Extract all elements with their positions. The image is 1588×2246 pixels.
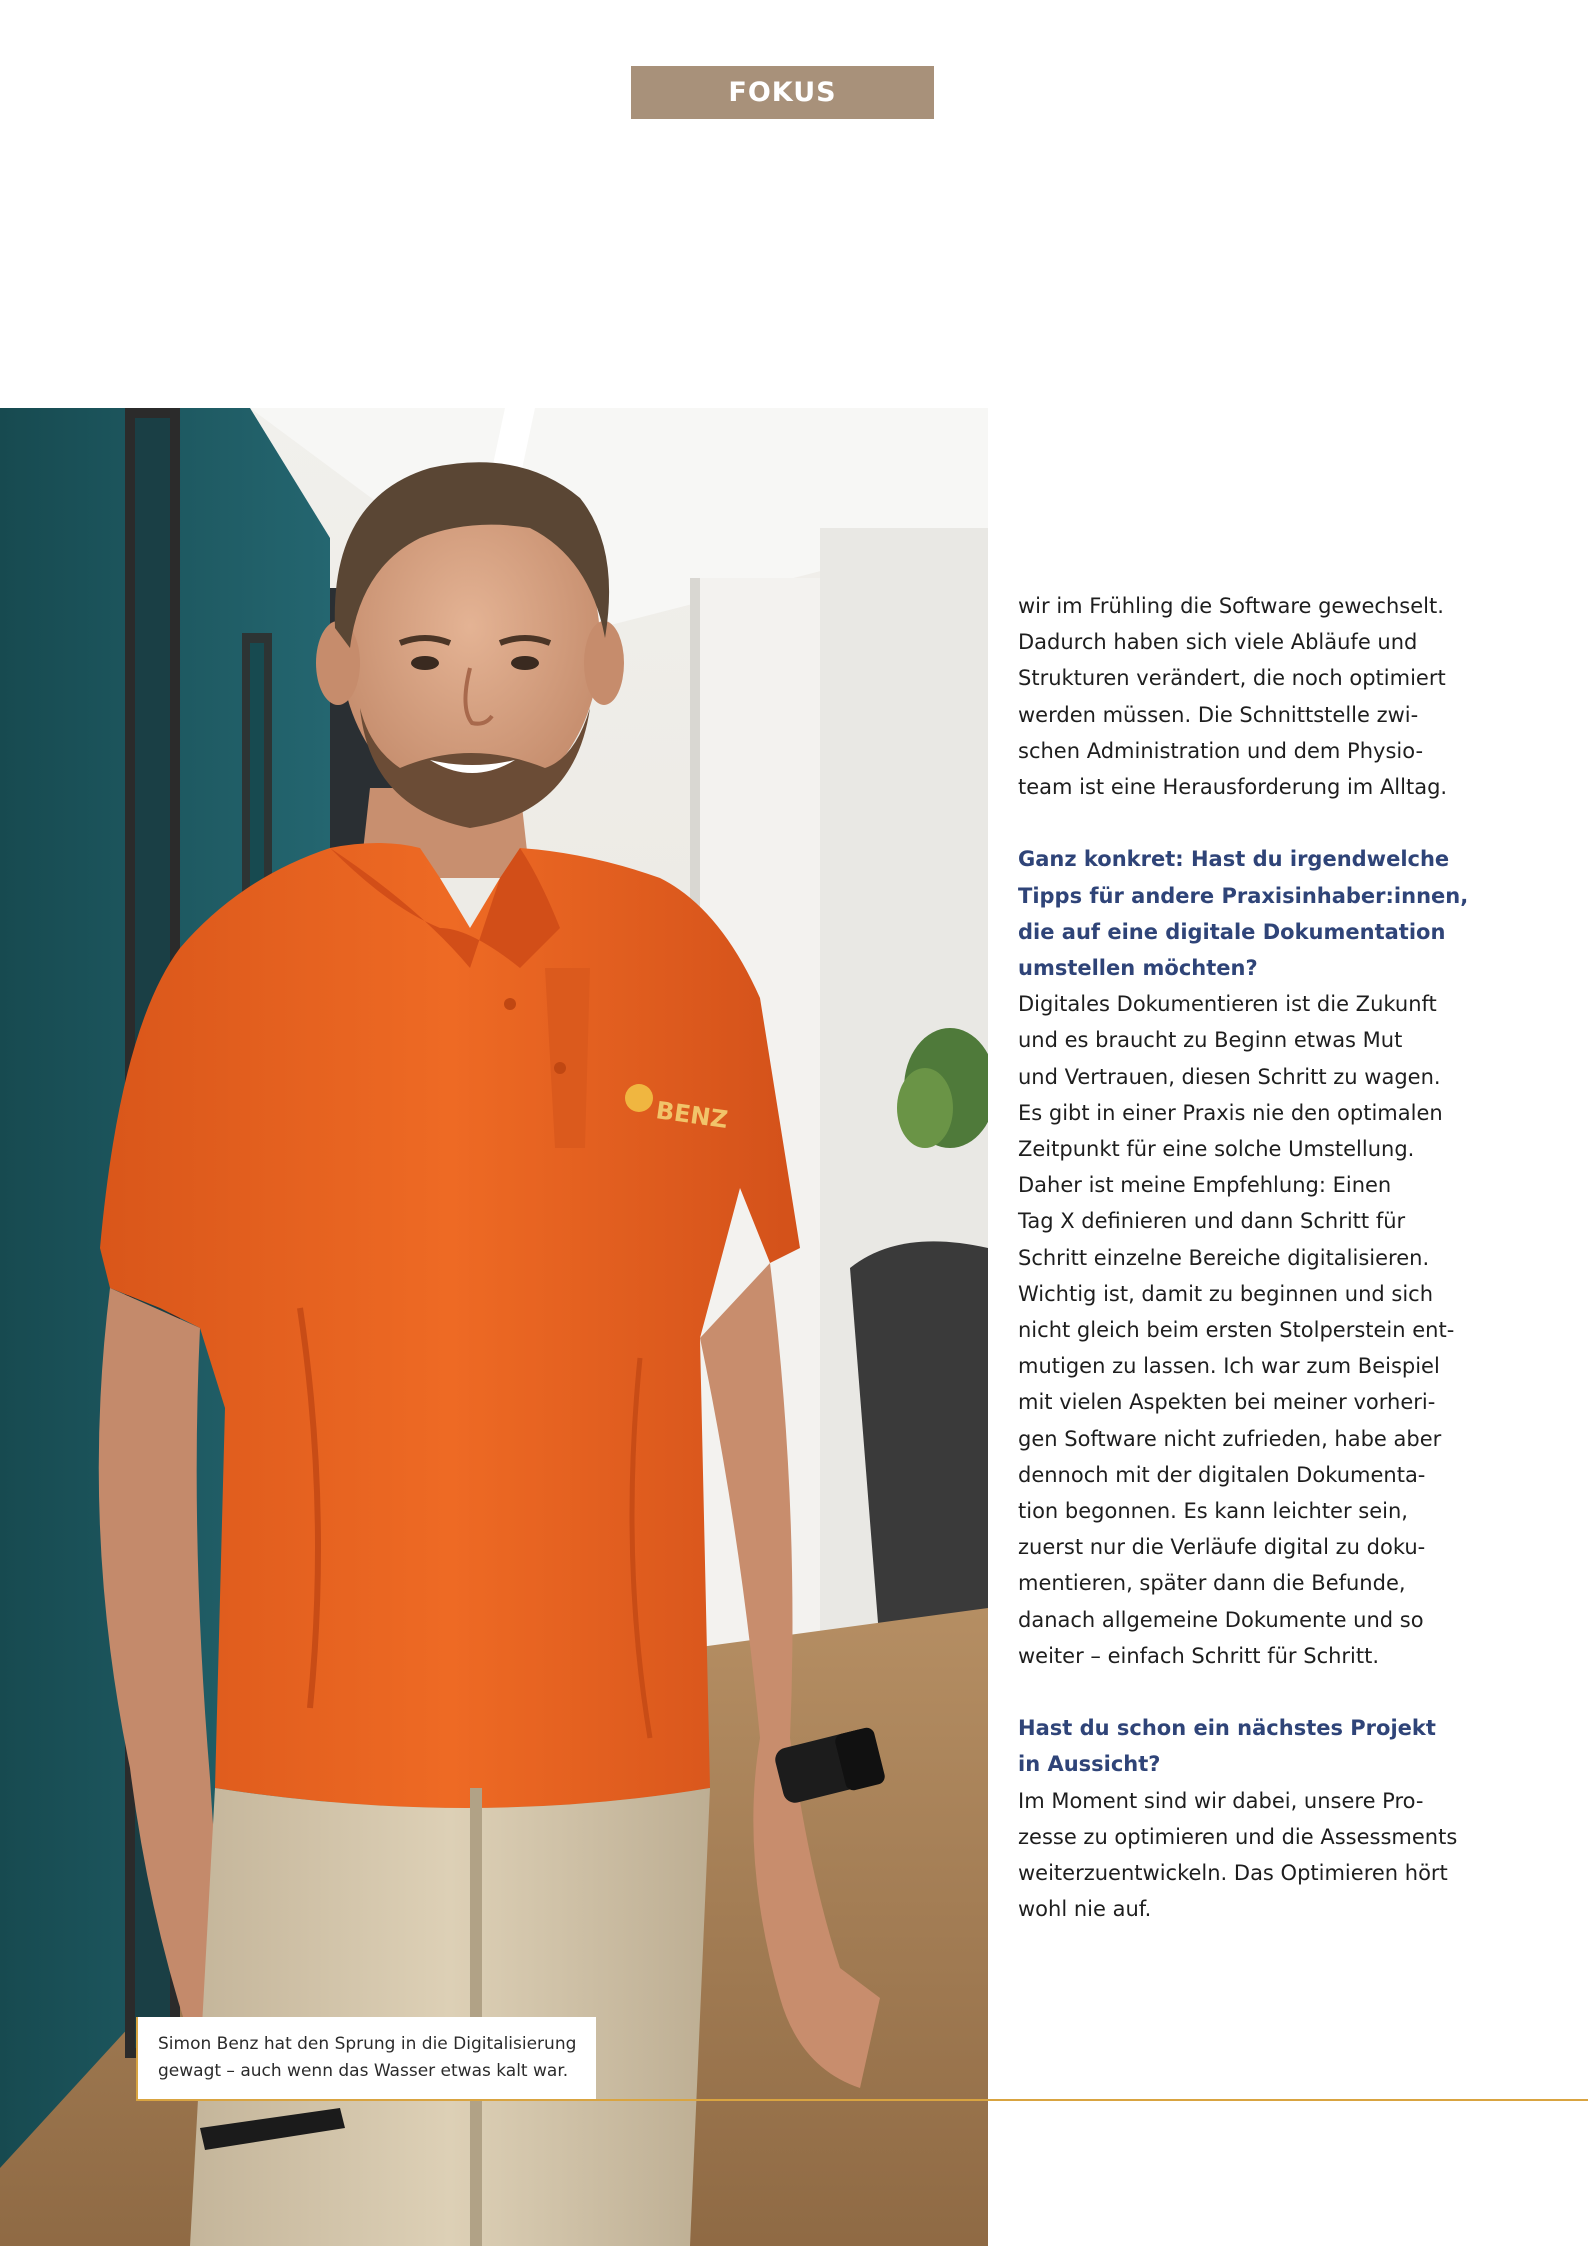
text-line: wir im Frühling die Software gewechselt. xyxy=(1018,594,1444,618)
question-line: die auf eine digitale Dokumentation xyxy=(1018,919,1446,944)
text-line: weiterzuentwickeln. Das Optimieren hört xyxy=(1018,1861,1448,1886)
intro-paragraph xyxy=(1018,588,1448,805)
caption-line: gewagt – auch wenn das Wasser etwas kalt war. xyxy=(158,2061,569,2081)
text-line: mutigen zu lassen. Ich war zum Beispiel xyxy=(1018,1354,1440,1379)
interview-answer xyxy=(1018,1783,1458,1928)
caption-border xyxy=(136,2017,138,2101)
text-line: zesse zu optimieren und die Assessments xyxy=(1018,1824,1458,1849)
text-line: Es gibt in einer Praxis nie den optimalen xyxy=(1018,1100,1443,1125)
text-line: und es braucht zu Beginn etwas Mut xyxy=(1018,1028,1403,1053)
text-line: Daher ist meine Empfehlung: Einen xyxy=(1018,1173,1392,1198)
text-line: team ist eine Herausforderung im Alltag. xyxy=(1018,775,1448,800)
interview-answer xyxy=(1018,986,1455,1674)
text-line: dennoch mit der digitalen Dokumenta- xyxy=(1018,1462,1426,1487)
text-line: mit vielen Aspekten bei meiner vorheri- xyxy=(1018,1390,1436,1415)
text-line: Tag X definieren und dann Schritt für xyxy=(1018,1209,1406,1234)
text-line: Wichtig ist, damit zu beginnen und sich xyxy=(1018,1281,1434,1306)
text-line: mentieren, später dann die Befunde, xyxy=(1018,1571,1406,1596)
question-line: in Aussicht? xyxy=(1018,1752,1161,1777)
text-line: weiter – einfach Schritt für Schritt. xyxy=(1018,1643,1380,1668)
caption-line: Simon Benz hat den Sprung in die Digitalisierung xyxy=(158,2034,577,2054)
shirt-logo: BENZ xyxy=(654,1096,730,1134)
text-line: danach allgemeine Dokumente und so xyxy=(1018,1607,1424,1632)
text-line: Strukturen verändert, die noch optimiert xyxy=(1018,666,1446,691)
section-tag: FOKUS xyxy=(631,66,934,119)
question-line: umstellen möchten? xyxy=(1018,956,1258,981)
question-line: Ganz konkret: Hast du irgendwelche xyxy=(1018,847,1450,872)
text-line: schen Administration und dem Physio- xyxy=(1018,738,1424,763)
text-line: Digitales Dokumentieren ist die Zukunft xyxy=(1018,992,1437,1017)
interview-question xyxy=(1018,841,1469,986)
portrait-photo xyxy=(0,408,988,2246)
photo-caption xyxy=(136,2017,596,2101)
text-line: gen Software nicht zufrieden, habe aber xyxy=(1018,1426,1442,1451)
interview-question xyxy=(1018,1710,1438,1782)
question-line: Tipps für andere Praxisinhaber:innen, xyxy=(1018,883,1469,908)
text-line: und Vertrauen, diesen Schritt zu wagen. xyxy=(1018,1064,1441,1089)
text-line: Im Moment sind wir dabei, unsere Pro- xyxy=(1018,1788,1424,1813)
accent-rule xyxy=(136,2099,1588,2101)
article-column xyxy=(1018,588,1469,1927)
text-line: Zeitpunkt für eine solche Umstellung. xyxy=(1018,1137,1415,1162)
text-line: wohl nie auf. xyxy=(1018,1897,1152,1922)
text-line: werden müssen. Die Schnittstelle zwi- xyxy=(1018,702,1419,727)
text-line: zuerst nur die Verläufe digital zu doku- xyxy=(1018,1535,1426,1560)
text-line: Schritt einzelne Bereiche digitalisieren. xyxy=(1018,1245,1430,1270)
text-line: Dadurch haben sich viele Abläufe und xyxy=(1018,630,1418,655)
question-line: Hast du schon ein nächstes Projekt xyxy=(1018,1716,1436,1741)
text-line: tion begonnen. Es kann leichter sein, xyxy=(1018,1499,1408,1524)
text-line: nicht gleich beim ersten Stolperstein ent- xyxy=(1018,1318,1455,1343)
